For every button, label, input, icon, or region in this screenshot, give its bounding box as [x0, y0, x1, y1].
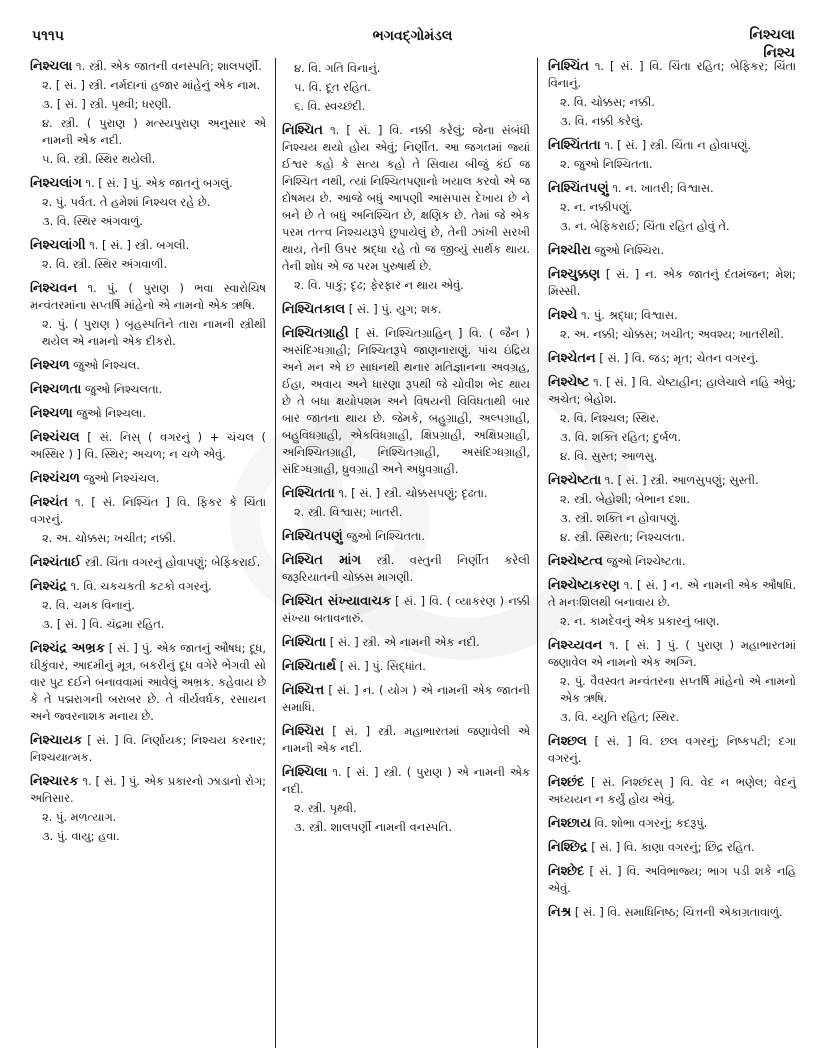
sense-definition: [ સં. નિશ્છંદસ્ ] વિ. વેદ ન ભણેલ; વેદનું અધ્યયન ન કર્યું હોય એવું. [548, 775, 796, 806]
sense-definition: ૩. ન. બેફિકરાઈ; ચિંતા રહિત હોવું તે. [560, 219, 730, 233]
headword: નિશ્ચલાંગી [30, 238, 86, 253]
headword: નિશ્ચેષ્ટ [548, 375, 590, 390]
headword: નિશ્ચળ [30, 358, 70, 373]
sense-definition: [ સં. નિસ્ ( વગરનું ) + ચંચલ ( અસ્થિર ) ] વિ. સ્થિર; અચળ; ન ચળે એવું. [30, 430, 266, 461]
dictionary-entry [30, 357, 266, 374]
sense-definition: [ સં. ] સ્ત્રી. મહાભારતમાં જણાવેલી એ નામની એક નદી. [282, 724, 530, 755]
dictionary-entry [548, 637, 796, 726]
dictionary-entry [282, 593, 530, 627]
dictionary-entry [30, 773, 266, 845]
headword: નિશ્ચિત્ત [282, 683, 325, 698]
headword: નિશ્ચવન [30, 281, 78, 296]
sense-definition: ૨. વિ. નિશ્ચલ; સ્થિર. [560, 411, 660, 425]
headword: નિશ્ચિલા [282, 765, 328, 780]
headword: નિશ્છલ [548, 734, 587, 749]
sense-definition: ૨. અ. નક્કી; ચોક્કસ; ખચીત; અવશ્ય; ખાતરીથી. [560, 327, 784, 341]
dictionary-entry [282, 764, 530, 836]
dictionary-entry [30, 237, 266, 273]
dictionary-entry [30, 175, 266, 230]
page-number: પ૧૧૫ [32, 28, 65, 44]
column-3 [548, 58, 796, 1055]
sense-definition: [ સં. ] વિ. ( વ્યાકરણ ) નક્કી સંખ્યા બતાવનારું. [282, 594, 530, 625]
sense-definition: ૪. સ્ત્રી. સ્થિરતા; નિશ્ચલતા. [560, 530, 685, 544]
sense-definition: જુઓ નિશ્ચેષ્ટતા. [606, 554, 686, 568]
guide-word-first: નિશ્ચલા [749, 27, 795, 43]
sense-definition: ૩. સ્ત્રી. શક્તિ ન હોવાપણું. [560, 511, 681, 525]
column-1 [30, 58, 266, 1055]
dictionary-entry [548, 180, 796, 235]
dictionary-entry [548, 307, 796, 343]
dictionary-entry [30, 381, 266, 398]
sense-definition: ૧. [ સં. ] વિ. ચેષ્ટાહીન; હાલેચાલે નહિ એવું; અચેત; બેહોશ. [548, 375, 796, 406]
headword: નિશ્ચારક [30, 774, 79, 789]
sense-definition: ૫. વિ. સ્ત્રી. સ્થિર થયેલી. [42, 152, 156, 166]
headword: નિશ્ચેષ્ટત્વ [548, 554, 603, 569]
dictionary-entry [30, 58, 266, 168]
page-header [0, 0, 825, 61]
sense-definition: [ સં. ] વિ. સમાધિનિષ્ઠ; ચિત્તની એકાગ્રતાવાળું. [574, 905, 783, 919]
sense-definition: જુઓ નિશ્ચલતા. [84, 382, 163, 396]
sense-definition: ૨. સ્ત્રી. પૃથ્વી. [294, 801, 357, 815]
sense-definition: જુઓ નિશ્ચંચલ. [83, 471, 160, 485]
sense-definition: ૨. ન. કામદેવનું એક પ્રકારનું બાણ. [560, 614, 720, 628]
sense-definition: ૧. વિ. ચકચકતી કટકો વગરનું. [70, 579, 212, 593]
dictionary-entry [282, 301, 530, 318]
dictionary-entry [548, 472, 796, 546]
dictionary-entry [30, 494, 266, 547]
headword: નિશ્ચિતપણું [282, 529, 343, 544]
sense-definition: ૬. વિ. સ્વચ્છંદી. [294, 99, 366, 113]
column-divider [537, 58, 538, 1048]
headword: નિશ્ચંદ્ર અભ્રક [30, 641, 105, 656]
dictionary-entry [30, 640, 266, 725]
dictionary-entry [548, 815, 796, 832]
sense-definition: [ સં. નિશ્ચિતગ્રાહિન્ ] વિ. ( જૈન ) અસંદિગ્ધગ્રાહી; નિશ્ચિતરૂપે જાણનારાણું. પાંચ ઇંદ્રિય અને મન એ છ સાધનથી થનાર મતિજ્ઞાનના અવગ્રહ, ઈહા, અવાય અને ધારણા રૂપથી જે ચોવીશ ભેદ થાય છે તે બધા ક્ષયોપશમ અને વિષયની વિવિધતાથી બાર બાર જાતના થાય છે. જેમકે, બહુગ્રાહી, અલ્પગ્રાહી, બહુવિધગ્રાહી, એકવિધગ્રાહી, ક્ષિપ્રગ્રાહી, અક્ષિપ્રગ્રાહી, અનિશ્ચિતગ્રાહી, નિશ્ચિતગ્રાહી, અસંદિગ્ધગ્રાહી, સંદિગ્ધગ્રાહી, ધ્રુવગ્રાહી અને અધ્રુવગ્રાહી. [282, 326, 531, 476]
headword: નિશ્ચેષ્ટતા [548, 473, 602, 488]
sense-definition: [ સં. ] વિ. અવિભાજ્ય; ભાગ પડી શકે નહિ એવું. [548, 864, 796, 895]
dictionary-entry [548, 774, 796, 808]
headword: નિશ્ચેતન [548, 351, 596, 366]
sense-definition: [ સં. ] પું. એક જાતનું ઔષધ; દૂધ, ઘીકુંવાર, આદમીનું મૂત્ર, બકરીનું દૂધ વગેરે ભેગવી સો વાર પુટ દઈને બનાવવામાં આવેલું અભ્રક. કહેવાય છે કે તે પદ્મરાગની બરાબર છે. તે વીર્યવર્ધક, રસાયન અને જ્વરનાશક મનાય છે. [30, 641, 267, 723]
dictionary-entry [30, 578, 266, 633]
headword: નિશ્ચિંતતા [548, 138, 601, 153]
headword: નિશ્ચલા [30, 59, 73, 74]
dictionary-entry [282, 682, 530, 716]
sense-definition: ૩. સ્ત્રી. શાલપર્ણી નામની વનસ્પતિ. [294, 820, 452, 834]
dictionary-entry [282, 634, 530, 651]
dictionary-entry [548, 137, 796, 173]
headword: નિશ્ચલાંગ [30, 176, 82, 191]
dictionary-entry [548, 553, 796, 570]
sense-definition: ૨. વિ. ચમક વિનાનું. [42, 598, 135, 612]
sense-definition: [ સં. ] સ્ત્રી. એ નામની એક નદી. [329, 635, 480, 649]
column-2 [282, 58, 530, 1055]
headword: નિશ્છંદ [548, 775, 585, 790]
sense-definition: [ સં. ] ન. એક જાતનું દંતમંજન; મેશ; મિસ્સી. [548, 267, 796, 298]
dictionary-entry [30, 554, 266, 571]
headword: નિશ્ચે [548, 308, 578, 323]
dictionary-entry [282, 552, 530, 586]
sense-definition: [ સં. ] પું. યુગ; શક. [348, 302, 442, 316]
dictionary-entry [548, 863, 796, 897]
sense-definition: ૧. [ સં. ] ન. એ નામની એક ઔષધિ. તે મનઃશિલથી બનાવાય છે. [548, 578, 796, 609]
running-title: ભગવદ્ગોમંડલ [372, 28, 453, 44]
headword: નિશ્ચળતા [30, 382, 82, 397]
sense-definition: ૧. [ સં. નિશ્ચિંત ] વિ. ફિકર કે ચિંતા વગરનું. [30, 495, 266, 526]
headword: નિશ્છિદ્ર [548, 840, 588, 855]
headword: નિશ્ર [548, 905, 572, 920]
sense-definition: ૨. વિ. ચોક્કસ; નક્કી. [560, 95, 655, 109]
headword: નિશ્ચિરા [282, 724, 325, 739]
dictionary-entry [548, 374, 796, 465]
sense-definition: ૧. [ સં. ] પું. ( પુરાણ ) મહાભારતમાં જણાવેલ એ નામનો એક અગ્નિ. [548, 638, 796, 669]
sense-definition: ૧. પું. શ્રદ્ધા; વિશ્વાસ. [580, 308, 678, 322]
dictionary-entry [548, 577, 796, 630]
sense-definition: ૩. [ સં. ] વિ. ચંદ્રમા રહિત. [42, 617, 165, 631]
sense-definition: ૨. પું. ( પુરાણ ) બૃહસ્પતિને તારા નામની સ્ત્રીથી થયેલ એ નામનો એક દીકરો. [42, 317, 266, 348]
sense-definition: ૨. અ. ચોક્કસ; ખચીત; નક્કી. [42, 531, 177, 545]
sense-definition: ૨. પું. વૈવસ્વત મન્વંતરના સપ્તર્ષિ માંહેનો એ નામનો એક ઋષિ. [560, 674, 796, 705]
sense-definition: ૨. વિ. પાકું; દૃઢ; ફેરફાર ન થાય એવું. [294, 278, 464, 292]
sense-definition: વિ. શોભા વગરનું; કદરૂપું. [594, 816, 708, 830]
sense-definition: ૧. [ સં. ] સ્ત્રી. ચિંતા ન હોવાપણું. [604, 138, 752, 152]
sense-definition: ૧. ન. ખાતરી; વિશ્વાસ. [612, 181, 714, 195]
headword: નિશ્ચંતાઈ [30, 555, 82, 570]
headword: નિશ્ચિતગ્રાહી [282, 326, 349, 341]
headword: નિશ્ચિત [282, 123, 323, 138]
headword: નિશ્ચીરા [548, 243, 591, 258]
dictionary-entry [548, 58, 796, 130]
dictionary-entry [30, 470, 266, 487]
sense-definition: [ સં. ] વિ. છલ વગરનું; નિષ્કપટી; દગા વગરનું. [548, 734, 797, 765]
dictionary-entry [30, 429, 266, 463]
headword: નિશ્ચિત સંખ્યાવાચક [282, 594, 392, 609]
dictionary-entry [30, 280, 266, 350]
sense-definition: સ્ત્રી. વસ્તુની નિર્ણીત કરેલી જરૂરિયાતની ચોક્કસ માગણી. [282, 553, 530, 584]
sense-definition: ૩. પું. વાયુ; હવા. [42, 829, 120, 843]
sense-definition: ૪. વિ. ગતિ વિનાનું. [294, 61, 381, 75]
sense-definition: [ સં. ] વિ. કાણા વગરનું; છિદ્ર રહિત. [591, 840, 755, 854]
headword: નિશ્ચળા [30, 406, 73, 421]
sense-definition: જુઓ નિશ્ચલ. [73, 358, 140, 372]
column-divider [275, 58, 276, 1048]
headword: નિશ્ચિતાર્થ [282, 659, 337, 674]
headword: નિશ્ચિંત [548, 59, 589, 74]
sense-definition: ૨. ન. નક્કીપણું. [560, 200, 633, 214]
headword: નિશ્ચિતતા [282, 486, 335, 501]
sense-definition: [ સં. ] વિ. જડ; મૃત; ચેતન વગરનું. [599, 351, 759, 365]
sense-definition: [ સં. ] વિ. નિર્ણાયક; નિશ્ચય કરનાર; નિશ્ચયાત્મક. [30, 733, 266, 764]
headword: નિશ્ચિતકાલ [282, 302, 346, 317]
headword: નિશ્ચેષ્ટાકરણ [548, 578, 620, 593]
guide-word-last: નિશ્ચ [763, 45, 795, 61]
sense-definition: જુઓ નિશ્ચલા. [76, 406, 146, 420]
sense-definition: ૧. સ્ત્રી. એક જાતની વનસ્પતિ; શાલપર્ણી. [76, 59, 262, 73]
headword: નિશ્ચંચલ [30, 430, 80, 445]
headword: નિશ્ચિત માંગ [282, 553, 361, 568]
headword: નિશ્છાય [548, 816, 591, 831]
headword: નિશ્ચુક્કણ [548, 267, 601, 282]
sense-definition: ૫. વિ. દૂત રહિત. [294, 80, 371, 94]
sense-definition: ૧. [ સં. ] સ્ત્રી. બગલી. [89, 238, 190, 252]
sense-definition: જુઓ નિશ્ચિરા. [594, 243, 665, 257]
sense-definition: ૧. [ સં. ] વિ. ચિંતા રહિત; બેફિકર; ચિંતા વિનાનું. [548, 59, 796, 90]
sense-definition: ૧. [ સં. ] સ્ત્રી. ( પુરાણ ) એ નામની એક નદી. [282, 765, 530, 796]
sense-definition: ૨. જુઓ નિશ્ચિતતા. [560, 157, 653, 171]
headword: નિશ્છેદ [548, 864, 585, 879]
dictionary-entry [548, 242, 796, 259]
sense-definition: ૪. વિ. સુસ્ત; આળસુ. [560, 449, 658, 463]
dictionary-entry [548, 350, 796, 367]
headword: નિશ્ચ્યવન [548, 638, 603, 653]
dictionary-entry [30, 405, 266, 422]
sense-definition: ૨. સ્ત્રી. બેહોશી; બેભાન દશા. [560, 492, 690, 506]
dictionary-entry [282, 528, 530, 545]
sense-definition: ૩. વિ. ચ્યુતિ રહિત; સ્થિર. [560, 710, 679, 724]
sense-definition: ૨. સ્ત્રી. વિશ્વાસ; ખાતરી. [294, 505, 403, 519]
sense-definition: ૧. પું. ( પુરાણ ) ભવા સ્વારોચિષ મન્વંતરમાંના સપ્તર્ષિ માંહેનો એ નામનો એક ઋષિ. [30, 281, 267, 312]
sense-definition: [ સં. ] પું. સિદ્ધાંત. [339, 659, 426, 673]
headword: નિશ્ચંદ્ર [30, 579, 68, 594]
dictionary-entry [282, 658, 530, 675]
sense-definition: ૨. પું. મળત્યાગ. [42, 810, 117, 824]
headword: નિશ્ચિતા [282, 635, 327, 650]
headword: નિશ્ચિંતપણું [548, 181, 609, 196]
sense-definition: ૩. [ સં. ] સ્ત્રી. પૃથ્વી; ધરણી. [42, 97, 172, 111]
sense-definition: ૨. [ સં. ] સ્ત્રી. નર્મદાનાં હજાર માંહેનું એક નામ. [42, 78, 261, 92]
dictionary-entry [282, 485, 530, 521]
sense-definition: [ સં. ] ન. ( યોગ ) એ નામની એક જાતની સમાધિ. [282, 683, 530, 714]
sense-definition: જુઓ નિશ્ચિતતા. [346, 529, 426, 543]
sense-definition: સ્ત્રી. ચિંતા વગરનું હોવાપણું; બેફિકરાઈ. [84, 555, 261, 569]
dictionary-entry [548, 839, 796, 856]
dictionary-entry [548, 733, 796, 767]
dictionary-entry [282, 60, 530, 115]
sense-definition: ૧. [ સં. ] વિ. નક્કી કરેલું; જેના સંબંધી નિશ્ચય થયો હોય એવું; નિર્ણીત. આ જગતમાં જ્યાં ઈશ્વર કહો કે સત્ય કહો તે સિવાય બીજું કંઈ જ નિશ્ચિત નથી, ત્યાં નિશ્ચિતપણાનો ખયાલ કરવો એ જ દોષમય છે. આજે બધું આપણી આસપાસ દેખાય છે ને બને છે તે બધું અનિશ્ચિત છે, ક્ષણિક છે. તેમાં જે એક પરમ તત્ત્વ નિશ્ચયરૂપે છુપાયેલું છે, તેની ઝાંખી સરખી થાય, તેની ઉપર શ્રદ્ધા રહે તો જ જીવ્યું સાર્થક થાય. તેની શોધ એ જ પરમ પુરુષાર્થ છે. [282, 123, 531, 273]
headword: નિશ્ચાયક [30, 733, 83, 748]
dictionary-entry [548, 904, 796, 921]
sense-definition: ૧. [ સં. ] સ્ત્રી. ચોક્કસપણું; દૃઢતા. [338, 486, 488, 500]
sense-definition: ૩. વિ. નક્કી કરેલું. [560, 114, 644, 128]
sense-definition: ૧. [ સં. ] પું. એક જાતનું બગલું. [85, 176, 233, 190]
sense-definition: ૩. વિ. સ્થિર અંગવાળું. [42, 214, 143, 228]
dictionary-entry [282, 122, 530, 294]
guide-words [749, 26, 795, 62]
headword: નિશ્ચંચળ [30, 471, 80, 486]
sense-definition: ૧. [ સં. ] પું. એક પ્રકારનો ઝાડાનો રોગ; અતિસાર. [30, 774, 266, 805]
sense-definition: ૪. સ્ત્રી. ( પુરાણ ) મત્સ્યપુરાણ અનુસાર એ નામની એક નદી. [42, 116, 266, 147]
sense-definition: ૧. [ સં. ] સ્ત્રી. આળસુપણું; સુસ્તી. [604, 473, 759, 487]
sense-definition: ૨. વિ. સ્ત્રી. સ્થિર અંગવાળી. [42, 257, 168, 271]
dictionary-entry [282, 325, 530, 478]
dictionary-entry [282, 723, 530, 757]
dictionary-entry [548, 266, 796, 300]
sense-definition: ૩. વિ. શક્તિ રહિત; દુર્બળ. [560, 430, 682, 444]
sense-definition: ૨. પું. પર્વત. તે હમેશાં નિશ્ચલ રહે છે. [42, 195, 211, 209]
headword: નિશ્ચંત [30, 495, 68, 510]
dictionary-entry [30, 732, 266, 766]
